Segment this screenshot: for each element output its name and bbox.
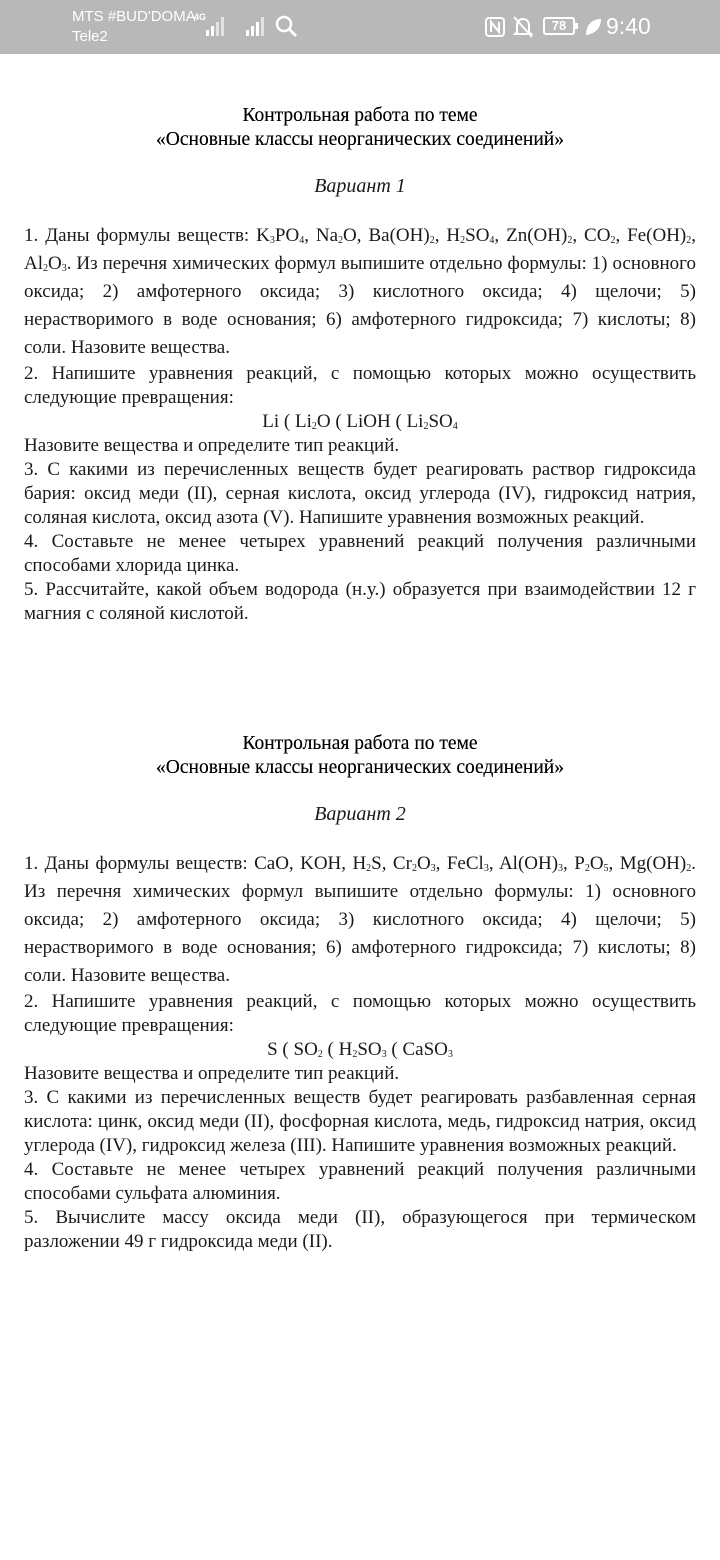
question-2: 2. Напишите уравнения реакций, с помощью которых можно осуществить следующие превращения: xyxy=(24,991,696,1036)
reaction-chain: Li ( $Li_2O$ ( LiOH ( $Li_2SO_4$ xyxy=(262,411,458,432)
title-line-2: «Основные классы неорганических соединений» xyxy=(156,129,564,150)
title-line-1: Контрольная работа по теме xyxy=(242,105,478,126)
question-3: 3. С какими из перечисленных веществ будет реагировать разбавленная серная кислота: цинк, оксид меди (II), фосфорная кислота, медь, гидроксид натрия, оксид углерода (IV), гидроксид железа (III). Напишите уравнения возможных реакций. xyxy=(24,1087,696,1156)
title-line-1: Контрольная работа по теме xyxy=(242,733,478,754)
reaction-chain: S ( $SO_2$ ( $H_2SO_3$ ( CaSO$_3$ xyxy=(267,1039,453,1060)
carrier-info xyxy=(72,7,196,47)
variant-heading: Вариант 2 xyxy=(314,803,406,825)
clock: 9:40 xyxy=(606,13,651,39)
variant-heading: Вариант 1 xyxy=(314,175,406,197)
question-2: 2. Напишите уравнения реакций, с помощью которых можно осуществить следующие превращения: xyxy=(24,363,696,408)
document xyxy=(24,54,696,1254)
leaf-icon xyxy=(584,17,602,42)
title-line-2: «Основные классы неорганических соединений» xyxy=(156,757,564,778)
search-icon[interactable] xyxy=(274,14,298,43)
nfc-icon xyxy=(484,16,506,43)
question-5: 5. Вычислите массу оксида меди (II), образующегося при термическом разложении 49 г гидроксида меди (II). xyxy=(24,1207,696,1252)
carrier-1: MTS #BUD'DOMA xyxy=(72,8,196,25)
status-bar xyxy=(0,0,720,54)
question-4: 4. Составьте не менее четырех уравнений реакций получения различными способами хлорида цинка. xyxy=(24,531,696,576)
carrier-2: Tele2 xyxy=(72,28,108,45)
network-type: 4G xyxy=(194,12,207,22)
question-4: 4. Составьте не менее четырех уравнений реакций получения различными способами сульфата алюминия. xyxy=(24,1159,696,1204)
question-1: 1. Даны формулы веществ: $K_3PO_4$, $Na_2O$, $Ba(OH)_2$, $H_2SO_4$, $Zn(OH)_2$, $CO_2$, $Fe(OH)_2$, $Al_2O_3$. Из перечня химических формул выпишите отдельно формулы: 1) основного оксида; 2) амфотерного оксида; 3) кислотного оксида; 4) щелочи; 5) нерастворимого в воде основания; 6) амфотерного гидроксида; 7) кислоты; 8) соли. Назовите вещества. xyxy=(24,225,696,358)
battery-icon: 78 xyxy=(543,17,575,35)
question-5: 5. Рассчитайте, какой объем водорода (н.у.) образуется при взаимодействии 12 г магния с соляной кислотой. xyxy=(24,579,696,624)
question-2-note: Назовите вещества и определите тип реакций. xyxy=(24,435,400,456)
question-2-note: Назовите вещества и определите тип реакций. xyxy=(24,1063,400,1084)
question-1: 1. Даны формулы веществ: CaO, KOH, $H_2S$, $Cr_2O_3$, FeCl$_3$, $Al(OH)_3$, $P_2O_5$, $Mg(OH)_2$. Из перечня химических формул выпишите отдельно формулы: 1) основного оксида; 2) амфотерного оксида; 3) кислотного оксида; 4) щелочи; 5) нерастворимого в воде основания; 6) амфотерного гидроксида; 7) кислоты; 8) соли. Назовите вещества. xyxy=(24,853,696,986)
question-3: 3. С какими из перечисленных веществ будет реагировать раствор гидроксида бария: оксид меди (II), серная кислота, оксид углерода (IV), гидроксид натрия, соляная кислота, оксид азота (V). Напишите уравнения возможных реакций. xyxy=(24,459,696,528)
mute-icon xyxy=(512,15,534,44)
